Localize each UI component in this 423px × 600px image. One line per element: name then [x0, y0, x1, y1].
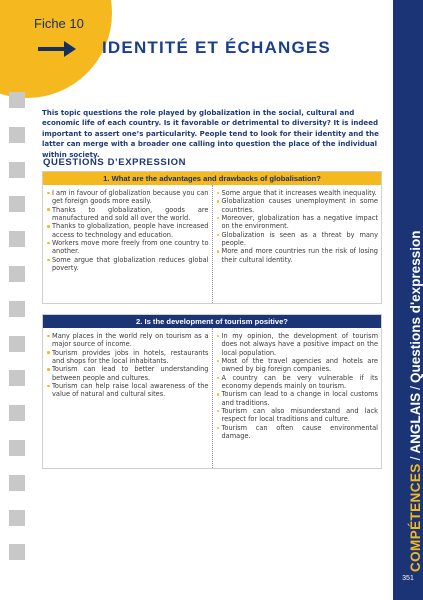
- binding-square: [9, 127, 25, 143]
- list-item: A country can be very vulnerable if its economy depends mainly on tourism.: [217, 374, 379, 391]
- binding-square: [9, 510, 25, 526]
- list-item: Thanks to globalization, goods are manufactured and sold all over the world.: [47, 206, 209, 223]
- band-separator: /: [408, 386, 423, 390]
- list-item: Thanks to globalization, people have increased access to technology and education.: [47, 222, 209, 239]
- section-title: QUESTIONS D’EXPRESSION: [43, 157, 187, 168]
- band-part-questions: Questions d'expression: [408, 230, 423, 384]
- band-part-anglais: ANGLAIS: [408, 392, 423, 454]
- list-item: I am in favour of globalization because you can get foreign goods more easily.: [47, 189, 209, 206]
- page-number: 351: [402, 575, 414, 582]
- binding-square: [9, 231, 25, 247]
- binding-square: [9, 266, 25, 282]
- fiche-label: Fiche 10: [34, 16, 84, 31]
- arguments-against-column: [212, 185, 382, 303]
- binding-square: [9, 301, 25, 317]
- binding-square: [9, 405, 25, 421]
- list-item: More and more countries run the risk of losing their cultural identity.: [217, 247, 379, 264]
- band-separator: /: [408, 456, 423, 461]
- list-item: Many places in the world rely on tourism as a major source of income.: [47, 332, 209, 349]
- binding-square: [9, 475, 25, 491]
- binding-square: [9, 336, 25, 352]
- list-item: Moreover, globalization has a negative impact on the environment.: [217, 214, 379, 231]
- list-item: Some argue that globalization reduces global poverty.: [47, 256, 209, 273]
- binding-square: [9, 162, 25, 178]
- binding-squares: [9, 92, 25, 579]
- intro-paragraph: This topic questions the role played by globalization in the social, cultural and economic life of each country. Is it favorable or detrimental to diversity? It is indeed important to assert one’s particularity. People tend to look for their identity and the latter can merge with a broader one calling into question the place of the individual within society.: [42, 108, 379, 159]
- list-item: In my opinion, the development of tourism does not always have a positive impact on the local population.: [217, 332, 379, 357]
- list-item: Tourism can help raise local awareness of the value of natural and cultural sites.: [47, 382, 209, 399]
- list-item: Globalization causes unemployment in some countries.: [217, 197, 379, 214]
- list-item: Tourism can also misunderstand and lack respect for local traditions and culture.: [217, 407, 379, 424]
- binding-square: [9, 92, 25, 108]
- arrow-right-icon: [38, 41, 76, 57]
- side-band-title: [408, 231, 423, 572]
- page-title: IDENTITÉ ET ÉCHANGES: [102, 38, 331, 57]
- list-item: Workers move more freely from one country to another.: [47, 239, 209, 256]
- list-item: Tourism provides jobs in hotels, restaurants and shops for the local inhabitants.: [47, 349, 209, 366]
- arguments-for-column: [43, 328, 212, 468]
- arguments-against-column: [212, 328, 382, 468]
- question-title: 1. What are the advantages and drawbacks of globalisation?: [43, 172, 381, 185]
- list-item: Some argue that it increases wealth inequality.: [217, 189, 379, 197]
- binding-square: [9, 544, 25, 560]
- arguments-for-column: [43, 185, 212, 303]
- binding-square: [9, 370, 25, 386]
- list-item: Globalization is seen as a threat by many people.: [217, 231, 379, 248]
- question-title: 2. Is the development of tourism positive?: [43, 315, 381, 328]
- question-table: [42, 314, 382, 469]
- list-item: Tourism can lead to a change in local customs and traditions.: [217, 390, 379, 407]
- band-part-competences: COMPÉTENCES: [408, 463, 423, 572]
- list-item: Tourism can often cause environmental damage.: [217, 424, 379, 441]
- binding-square: [9, 440, 25, 456]
- list-item: Tourism can lead to better understanding between people and cultures.: [47, 365, 209, 382]
- list-item: Most of the travel agencies and hotels are owned by big foreign companies.: [217, 357, 379, 374]
- binding-square: [9, 196, 25, 212]
- question-table: [42, 171, 382, 304]
